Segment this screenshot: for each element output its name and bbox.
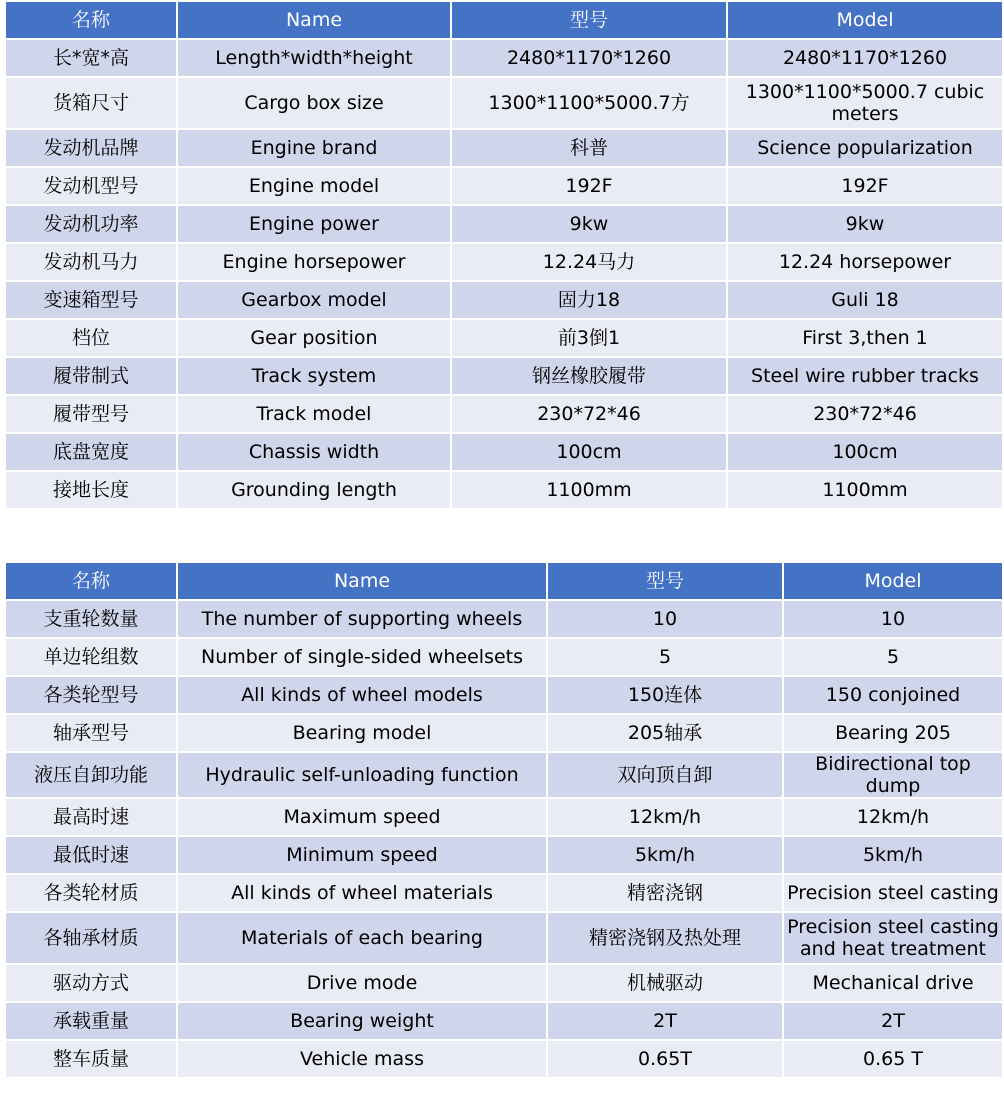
spec-table-1	[4, 0, 1004, 510]
cell-cn-name: 各类轮型号	[6, 677, 176, 713]
cell-model: 1100mm	[728, 472, 1002, 508]
table-row	[6, 130, 1002, 166]
cell-name: Engine model	[178, 168, 450, 204]
cell-name: The number of supporting wheels	[178, 601, 546, 637]
spec-table-2	[4, 561, 1004, 1079]
cell-cn-model: 5km/h	[548, 837, 782, 873]
cell-cn-name: 底盘宽度	[6, 434, 176, 470]
cell-cn-name: 发动机品牌	[6, 130, 176, 166]
cell-name: Track system	[178, 358, 450, 394]
cell-cn-name: 承载重量	[6, 1003, 176, 1039]
table-row	[6, 715, 1002, 751]
cell-cn-model: 192F	[452, 168, 726, 204]
cell-model: First 3,then 1	[728, 320, 1002, 356]
cell-name: Maximum speed	[178, 799, 546, 835]
cell-model: 9kw	[728, 206, 1002, 242]
cell-cn-model: 100cm	[452, 434, 726, 470]
cell-model: 2480*1170*1260	[728, 40, 1002, 76]
table-row	[6, 168, 1002, 204]
cell-name: All kinds of wheel materials	[178, 875, 546, 911]
cell-name: Number of single-sided wheelsets	[178, 639, 546, 675]
cell-cn-model: 精密浇钢	[548, 875, 782, 911]
cell-cn-model: 10	[548, 601, 782, 637]
cell-cn-name: 最高时速	[6, 799, 176, 835]
cell-cn-name: 单边轮组数	[6, 639, 176, 675]
cell-name: All kinds of wheel models	[178, 677, 546, 713]
cell-name: Drive mode	[178, 965, 546, 1001]
cell-name: Bearing model	[178, 715, 546, 751]
cell-name: Engine horsepower	[178, 244, 450, 280]
cell-cn-name: 长*宽*高	[6, 40, 176, 76]
cell-model: Precision steel casting	[784, 875, 1002, 911]
cell-cn-model: 精密浇钢及热处理	[548, 913, 782, 963]
cell-cn-model: 1100mm	[452, 472, 726, 508]
table-row	[6, 913, 1002, 963]
cell-cn-model: 5	[548, 639, 782, 675]
cell-model: 12km/h	[784, 799, 1002, 835]
cell-model: Mechanical drive	[784, 965, 1002, 1001]
cell-cn-model: 9kw	[452, 206, 726, 242]
header-cell-cn-name: 名称	[6, 2, 176, 38]
cell-model: 192F	[728, 168, 1002, 204]
cell-name: Minimum speed	[178, 837, 546, 873]
cell-model: 2T	[784, 1003, 1002, 1039]
cell-name: Vehicle mass	[178, 1041, 546, 1077]
cell-cn-name: 履带制式	[6, 358, 176, 394]
cell-cn-model: 钢丝橡胶履带	[452, 358, 726, 394]
cell-cn-name: 档位	[6, 320, 176, 356]
cell-cn-name: 支重轮数量	[6, 601, 176, 637]
table-row	[6, 837, 1002, 873]
cell-name: Length*width*height	[178, 40, 450, 76]
cell-cn-name: 各轴承材质	[6, 913, 176, 963]
cell-name: Chassis width	[178, 434, 450, 470]
cell-cn-name: 液压自卸功能	[6, 753, 176, 797]
cell-cn-name: 变速箱型号	[6, 282, 176, 318]
cell-cn-model: 前3倒1	[452, 320, 726, 356]
table-header-row	[6, 2, 1002, 38]
cell-cn-name: 履带型号	[6, 396, 176, 432]
cell-model: 150 conjoined	[784, 677, 1002, 713]
table-row	[6, 799, 1002, 835]
cell-cn-name: 各类轮材质	[6, 875, 176, 911]
header-cell-cn-name: 名称	[6, 563, 176, 599]
table-header-row	[6, 563, 1002, 599]
cell-name: Gearbox model	[178, 282, 450, 318]
cell-cn-model: 230*72*46	[452, 396, 726, 432]
cell-cn-name: 发动机功率	[6, 206, 176, 242]
cell-model: Steel wire rubber tracks	[728, 358, 1002, 394]
header-cell-cn-model: 型号	[452, 2, 726, 38]
cell-model: Precision steel casting and heat treatment	[784, 913, 1002, 963]
cell-cn-name: 发动机马力	[6, 244, 176, 280]
header-cell-model: Model	[728, 2, 1002, 38]
cell-cn-model: 12km/h	[548, 799, 782, 835]
header-cell-name: Name	[178, 2, 450, 38]
table-row	[6, 396, 1002, 432]
table-row	[6, 206, 1002, 242]
table-row	[6, 282, 1002, 318]
cell-cn-model: 固力18	[452, 282, 726, 318]
cell-name: Hydraulic self-unloading function	[178, 753, 546, 797]
cell-cn-model: 12.24马力	[452, 244, 726, 280]
cell-cn-model: 机械驱动	[548, 965, 782, 1001]
cell-name: Engine power	[178, 206, 450, 242]
cell-cn-name: 轴承型号	[6, 715, 176, 751]
cell-name: Bearing weight	[178, 1003, 546, 1039]
cell-cn-name: 货箱尺寸	[6, 78, 176, 128]
table-row	[6, 472, 1002, 508]
cell-name: Gear position	[178, 320, 450, 356]
cell-cn-model: 205轴承	[548, 715, 782, 751]
table-row	[6, 244, 1002, 280]
cell-name: Materials of each bearing	[178, 913, 546, 963]
cell-cn-name: 发动机型号	[6, 168, 176, 204]
cell-cn-model: 2T	[548, 1003, 782, 1039]
table-row	[6, 40, 1002, 76]
table-row	[6, 677, 1002, 713]
cell-cn-model: 科普	[452, 130, 726, 166]
cell-cn-name: 驱动方式	[6, 965, 176, 1001]
table-row	[6, 753, 1002, 797]
cell-cn-name: 整车质量	[6, 1041, 176, 1077]
table-row	[6, 1003, 1002, 1039]
table-row	[6, 434, 1002, 470]
cell-cn-model: 0.65T	[548, 1041, 782, 1077]
cell-model: 5km/h	[784, 837, 1002, 873]
cell-model: 0.65 T	[784, 1041, 1002, 1077]
cell-model: Science popularization	[728, 130, 1002, 166]
cell-model: 100cm	[728, 434, 1002, 470]
table-row	[6, 78, 1002, 128]
header-cell-cn-model: 型号	[548, 563, 782, 599]
header-cell-name: Name	[178, 563, 546, 599]
cell-name: Grounding length	[178, 472, 450, 508]
cell-model: 10	[784, 601, 1002, 637]
cell-model: 12.24 horsepower	[728, 244, 1002, 280]
cell-model: Bidirectional top dump	[784, 753, 1002, 797]
table-row	[6, 965, 1002, 1001]
cell-model: 230*72*46	[728, 396, 1002, 432]
cell-cn-model: 150连体	[548, 677, 782, 713]
table-row	[6, 875, 1002, 911]
cell-cn-name: 最低时速	[6, 837, 176, 873]
cell-model: 5	[784, 639, 1002, 675]
table-row	[6, 601, 1002, 637]
cell-name: Engine brand	[178, 130, 450, 166]
cell-cn-name: 接地长度	[6, 472, 176, 508]
cell-model: Guli 18	[728, 282, 1002, 318]
cell-name: Track model	[178, 396, 450, 432]
cell-cn-model: 2480*1170*1260	[452, 40, 726, 76]
cell-cn-model: 1300*1100*5000.7方	[452, 78, 726, 128]
cell-model: Bearing 205	[784, 715, 1002, 751]
table-row	[6, 1041, 1002, 1077]
cell-cn-model: 双向顶自卸	[548, 753, 782, 797]
table-row	[6, 320, 1002, 356]
table-row	[6, 639, 1002, 675]
cell-name: Cargo box size	[178, 78, 450, 128]
cell-model: 1300*1100*5000.7 cubic meters	[728, 78, 1002, 128]
header-cell-model: Model	[784, 563, 1002, 599]
table-row	[6, 358, 1002, 394]
